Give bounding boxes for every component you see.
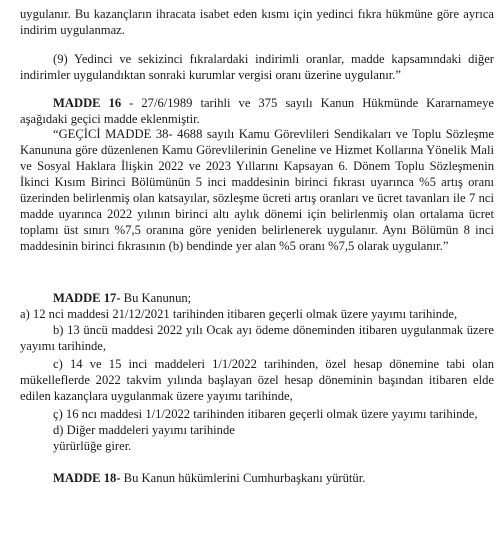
paragraph-nine: (9) Yedinci ve sekizinci fıkralardaki indirimli oranlar, madde kapsamındaki diğer indirimler uygulandıktan sonraki kurumlar vergisi oranı üzerine uygulanır.”: [20, 52, 494, 82]
article-17-item-b: b) 13 üncü maddesi 2022 yılı Ocak ayı ödeme döneminden itibaren uygulanmak üzere yayımı tarihinde,: [20, 323, 494, 353]
temporary-article-38: “GEÇİCİ MADDE 38- 4688 sayılı Kamu Görevlileri Sendikaları ve Toplu Sözleşme Kanununa göre düzenlenen Kamu Görevlilerinin Geneline ve Hizmet Kollarına Yönelik Mali ve Sosyal Haklara İlişkin 2022 ve 2023 Yıllarını Kapsayan 6. Dönem Toplu Sözleşmenin İkinci Kısım Birinci Bölümünün 5 inci maddesinin birinci fıkrası uyarınca %5 artış oranı üzerinden belirlenmiş olan katsayılar, sözleşme ücreti artış oranları ve ücret tavanları ile 7 nci madde uyarınca 2022 yılının birinci altı aylık dönemi için belirlenmiş olan ortalama ücret toplamı üst sınırı %7,5 oranına göre yeniden belirlenerek uygulanır. Aynı Bölümün 8 inci maddesinin birinci fıkrasının (b) bendinde yer alan %5 oranı %7,5 olarak uygulanır.”: [20, 127, 494, 253]
article-18-label: MADDE 18-: [53, 471, 121, 485]
article-18: [53, 470, 494, 486]
article-17-text: Bu Kanunun;: [120, 291, 192, 305]
article-17-item-a: a) 12 nci maddesi 21/12/2021 tarihinden itibaren geçerli olmak üzere yayımı tarihinde,: [20, 307, 458, 321]
article-16-label: MADDE 16: [53, 96, 122, 110]
article-17-closing: yürürlüğe girer.: [53, 439, 132, 453]
paragraph-intro: uygulanır. Bu kazançların ihracata isabet eden kısmı için yedinci fıkra hükmüne göre ayrıca indirim uygulanmaz.: [20, 7, 494, 37]
article-17: [53, 290, 494, 306]
article-17-item-c: c) 14 ve 15 inci maddeleri 1/1/2022 tarihinden, özel hesap dönemine tabi olan mükelleflerde 2022 takvim yılında başlayan özel hesap döneminin başından itibaren elde edilen kazançlara uygulanmak üzere yayımı tarihinde,: [20, 357, 494, 403]
article-16: [20, 95, 494, 127]
article-17-item-cc: ç) 16 ncı maddesi 1/1/2022 tarihinden itibaren geçerli olmak üzere yayımı tarihinde,: [53, 407, 478, 421]
article-18-text: Bu Kanun hükümlerini Cumhurbaşkanı yürütür.: [120, 471, 366, 485]
article-17-item-d: d) Diğer maddeleri yayımı tarihinde: [53, 423, 235, 437]
article-17-label: MADDE 17-: [53, 291, 121, 305]
article-16-text: - 27/6/1989 tarihli ve 375 sayılı Kanun Hükmünde Kararnameye aşağıdaki geçici madde eklenmiştir.: [20, 96, 494, 126]
